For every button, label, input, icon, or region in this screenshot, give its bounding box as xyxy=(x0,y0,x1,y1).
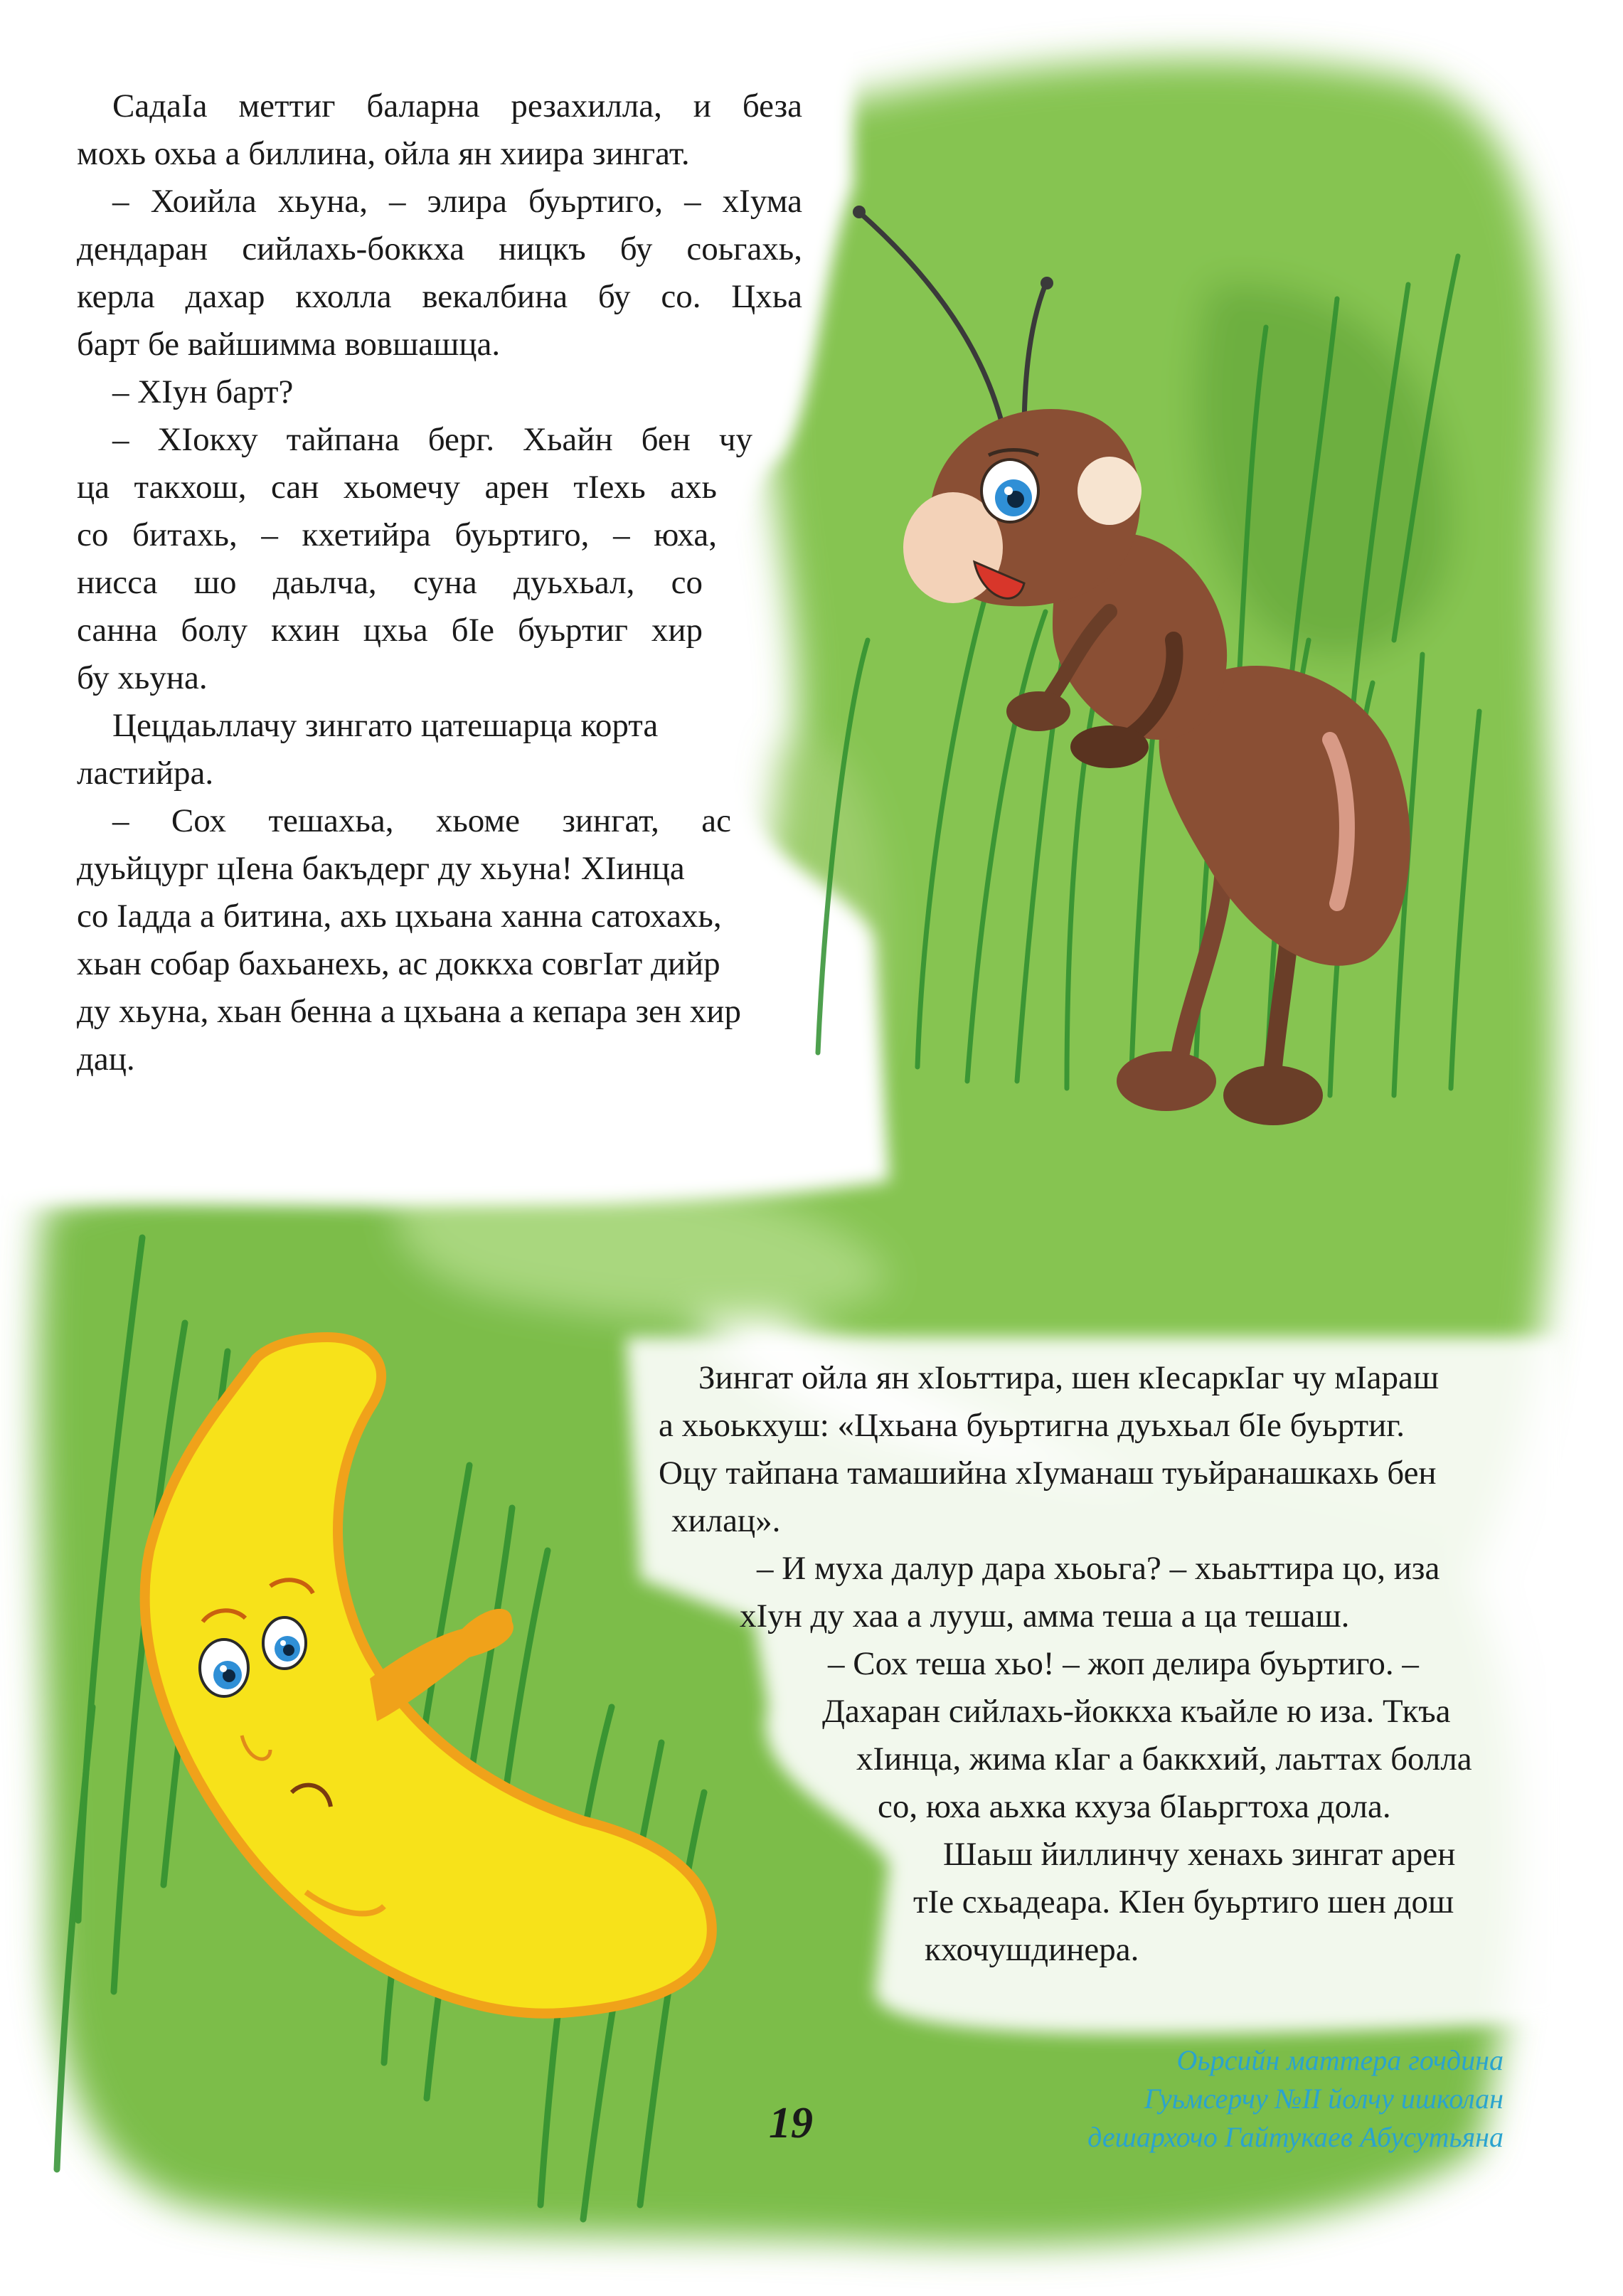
paragraph-line: Шаьш йиллинчу хенахь зингат арен xyxy=(943,1836,1456,1873)
paragraph-line: барт бе вайшимма вовшашца. xyxy=(77,326,501,363)
paragraph-line: – И муха далур дара хьоьга? – хьаьттира цо, иза xyxy=(757,1550,1440,1587)
paragraph-line: СадаIа меттиг баларна резахилла, и беза xyxy=(112,87,802,124)
credit-line: дешархочо Гайтукаев Абусутьяна xyxy=(1087,2121,1504,2153)
paragraph-line: – ХIокху тайпана берг. Хьайн бен чу xyxy=(112,421,752,458)
paragraph-line: – Сох теша хьо! – жоп делира буьртиго. – xyxy=(828,1645,1419,1682)
paragraph-line: дендаран сийлахь-боккха ницкъ бу соьгахь, xyxy=(77,230,802,267)
paragraph-line: – Хоийла хьуна, – элира буьртиго, – хIума xyxy=(112,183,802,220)
paragraph-line: ластийра. xyxy=(77,755,214,792)
paragraph-line: – ХIун барт? xyxy=(112,373,294,410)
paragraph-line: Цецдаьллачу зингато цатешарца корта xyxy=(112,707,659,744)
paragraph-line: керла дахар кхолла векалбина бу со. Цхьа xyxy=(77,278,802,315)
paragraph-line: нисса шо даьлча, суна дуьхьал, со xyxy=(77,564,703,601)
paragraph-line: хIинца, жима кIаг а баккхий, лаьттах болла xyxy=(856,1740,1472,1777)
translator-credit xyxy=(1087,2041,1504,2157)
paragraph-line: Дахаран сийлахь-йоккха къайле ю иза. Ткъа xyxy=(822,1693,1451,1730)
credit-line: Гуьмсерчу №II йолчу ишколан xyxy=(1144,2083,1504,2115)
paragraph-line: санна болу кхин цхьа бIе буьртиг хир xyxy=(77,612,703,649)
paragraph-line: Оцу тайпана тамашийна хIуманаш туьйранашкахь бен xyxy=(659,1455,1437,1492)
story-text-bottom xyxy=(654,1354,1536,1974)
paragraph-line: хьан собар бахьанехь, ас доккха совгIат дийр xyxy=(77,945,720,982)
paragraph-line: со битахь, – кхетийра буьртиго, – юха, xyxy=(77,516,717,553)
paragraph-line: ца такхош, сан хьомечу арен тIехь ахь xyxy=(77,469,717,506)
paragraph-line: бу хьуна. xyxy=(77,659,208,696)
paragraph-line: ду хьуна, хьан бенна а цхьана а кепара зен хир xyxy=(77,993,741,1030)
paragraph-line: Зингат ойла ян хIоьттира, шен кIесаркIаг чу мIараш xyxy=(698,1359,1440,1396)
page-number: 19 xyxy=(769,2099,813,2147)
paragraph-line: дуьйцург цIена бакъдерг ду хьуна! ХIинца xyxy=(77,850,685,887)
paragraph-line: а хьоькхуш: «Цхьана буьртигна дуьхьал бIе буьртиг. xyxy=(659,1407,1405,1444)
paragraph-line: хIун ду хаа а лууш, амма теша а ца тешаш. xyxy=(740,1598,1350,1635)
story-text-top xyxy=(77,83,802,1083)
paragraph-line: тIе схьадеара. КIен буьртиго шен дош xyxy=(913,1883,1454,1920)
paragraph-line: со Iадда а битина, ахь цхьана ханна сатохахь, xyxy=(77,898,722,935)
paragraph-line: – Сох тешахьа, хьоме зингат, ас xyxy=(112,802,731,839)
paragraph-line: дац. xyxy=(77,1041,135,1078)
paragraph-line: кхочушдинера. xyxy=(925,1931,1139,1968)
paragraph-line: мохь охьа а биллина, ойла ян хиира зингат. xyxy=(77,135,690,172)
paragraph-line: со, юха аьхка кхуза бIаьргтоха дола. xyxy=(878,1788,1391,1825)
credit-line: Оьрсийн маттера гочдина xyxy=(1176,2044,1504,2076)
ant-cheek xyxy=(1077,457,1142,525)
paragraph-line: хилац». xyxy=(671,1502,781,1539)
